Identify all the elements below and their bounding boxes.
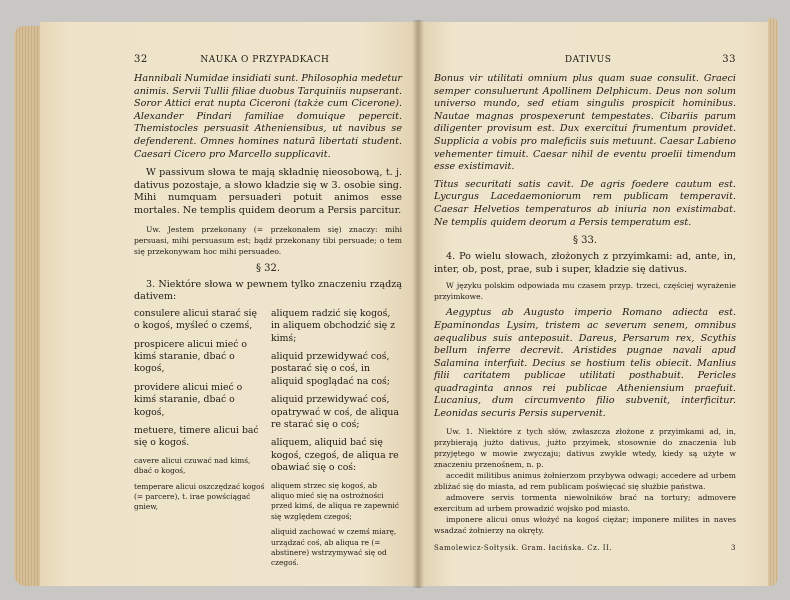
latin-paragraph: Titus securitati satis cavit. De agris foedere cautum est. Lycurgus Lacedaemoniorum rem publicam temperavit. Caesar Helvetios temperaturos ab iniuria non existimabat. Ne templis quidem deorum a Persis temperatum est. — [434, 178, 736, 228]
note-paragraph: Uw. 1. Niektóre z tych słów, zwłaszcza złożone z przyimkami ad, in, przybierają jużto dativus, jużto przyimek, stosownie do znaczenia lub przyjętego w mowie zwyczaju; dativus zwykle wtedy, kiedy są użyte w znaczeniu przenośnem, n. p. — [434, 426, 736, 469]
vocabulary-columns — [134, 308, 402, 574]
latin-paragraph: Hannibali Numidae insidiati sunt. Philosophia medetur animis. Servii Tullii filiae duobus Tarquiniis nupserant. Soror Attici erat nupta Ciceroni (także cum Cicerone). Alexander Pindari familiae domuique pepercit. Themistocles persuasit Atheniensibus, ut navibus se defenderent. Omnes homines naturā libertati student. Caesari Cicero pro Marcello supplicavit. — [134, 73, 402, 160]
page-edges-right — [768, 18, 778, 586]
example-paragraph: admovere servis tormenta niewolników brać na tortury; admovere exercitum ad urbem prowadzić wojsko pod miasto. — [434, 492, 736, 513]
latin-paragraph: Aegyptus ab Augusto imperio Romano adiecta est. Epaminondas Lysim, tristem ac severum senem, omnibus aequalibus suis anteposuit. Dareus, Persarum rex, Scythis bellum inferre decrevit. Aristides pugnae navali apud Salamina interfuit. Decius se hostium telis obiecit. Manlius filii caritatem publicae utilitati posthabuit. Pericles quadraginta annos rei publicae Atheniensium praefuit. Lucanius, dum circumvento filio subvenit, interficitur. Leonidas securis Persis supervenit. — [434, 307, 736, 420]
left-page — [40, 22, 418, 586]
latin-paragraph: Bonus vir utilitati omnium plus quam suae consulit. Graeci semper consuluerunt Apollinem Delphicum. Deus non solum universo mundo, sed etiam singulis prospicit hominibus. Nautae magnas prospexerunt tempestates. Cibariis parum diligenter provisum est. Dux exercitui frumentum providet. Supplicia a vobis pro maleficiis suis metuunt. Caesar Labieno vehementer timuit. Caesar nihil de eventu proelii timendum esse existimavit. — [434, 73, 736, 173]
vocab-entry: aliquem radzić się kogoś, in aliquem obchodzić się z kimś; — [271, 307, 396, 344]
vocab-entry: aliquem, aliquid bać się kogoś, czegoś, de aliqua re obawiać się o coś: — [271, 437, 399, 474]
left-running-header — [134, 54, 402, 65]
page-edges-left — [14, 26, 42, 586]
vocab-entry: temperare alicui oszczędzać kogoś (= parcere), t. irae powściągać gniew, — [134, 481, 265, 512]
intro-paragraph: 3. Niektóre słowa w pewnem tylko znaczeniu rządzą dativem: — [134, 278, 402, 303]
vocab-entry: metuere, timere alicui bać się o kogoś. — [134, 424, 259, 449]
right-page — [418, 22, 768, 586]
running-head: DATIVUS — [564, 55, 612, 65]
passive-paragraph: W passivum słowa te mają składnię nieosobową, t. j. dativus pozostaje, a słowo kładzie się w 3. osobie sing. Mihi numquam persuaderi potuit animos esse mortales. Ne templis quidem deorum a Persis parcitur. — [134, 167, 402, 216]
page-number: 32 — [134, 54, 148, 65]
right-running-header — [434, 54, 736, 65]
page-number: 33 — [722, 54, 736, 65]
example-paragraph: imponere alicui onus włożyć na kogoś ciężar; imponere milites in naves wsadzać żołnierzy na okręty. — [434, 514, 736, 535]
open-book — [14, 12, 778, 592]
vocab-entry: providere alicui mieć o kimś staranie, dbać o kogoś, — [134, 381, 243, 418]
vocab-column-left — [134, 308, 265, 574]
section-heading: § 32. — [255, 262, 281, 274]
signature-mark: 3 — [731, 543, 736, 552]
vocab-entry: aliquem strzec się kogoś, ab aliquo mieć się na ostrożności przed kimś, de aliqua re zapewnić się względem czegoś; — [271, 480, 400, 521]
vocab-entry: aliquid przewidywać coś, opatrywać w coś, de aliqua re starać się o coś; — [271, 394, 399, 430]
vocab-entry: consulere alicui starać się o kogoś, myśleć o czemś, — [134, 307, 257, 332]
vocab-entry: prospicere alicui mieć o kimś staranie, dbać o kogoś, — [134, 338, 247, 375]
vocab-column-right — [271, 308, 402, 574]
page-footer — [434, 544, 736, 552]
section-heading: § 33. — [572, 235, 598, 247]
footer-signature: Samolewicz-Sołtysik. Gram. łacińska. Cz. II. — [434, 543, 612, 552]
note-paragraph: W języku polskim odpowiada mu czasem przyp. trzeci, częściej wyrażenie przyimkowe. — [434, 281, 736, 302]
note-paragraph: Uw. Jestem przekonany (= przekonałem się) znaczy: mihi persuasi, mihi persuasum est; bądź przekonany tibi persuade; o tem się przekonywam hoc mihi persuadeo. — [134, 224, 402, 256]
example-paragraph: accedit militibus animus żołnierzom przybywa odwagi; accedere ad urbem zbliżać się do miasta, ad rem publicam poświęcać się służbie państwa. — [434, 470, 736, 491]
book-gutter — [412, 20, 424, 588]
vocab-entry: cavere alicui czuwać nad kimś, dbać o kogoś, — [134, 455, 251, 476]
rule-paragraph: 4. Po wielu słowach, złożonych z przyimkami: ad, ante, in, inter, ob, post, prae, sub i super, kładzie się dativus. — [434, 251, 736, 275]
vocab-entry: aliquid przewidywać coś, postarać się o coś, in aliquid spoglądać na coś; — [271, 350, 390, 387]
running-head: NAUKA O PRZYPADKACH — [200, 55, 330, 65]
vocab-entry: aliquid zachować w czemś miarę, urządzać coś, ab aliqua re (= abstinere) wstrzymywać się od czegoś. — [271, 527, 397, 568]
